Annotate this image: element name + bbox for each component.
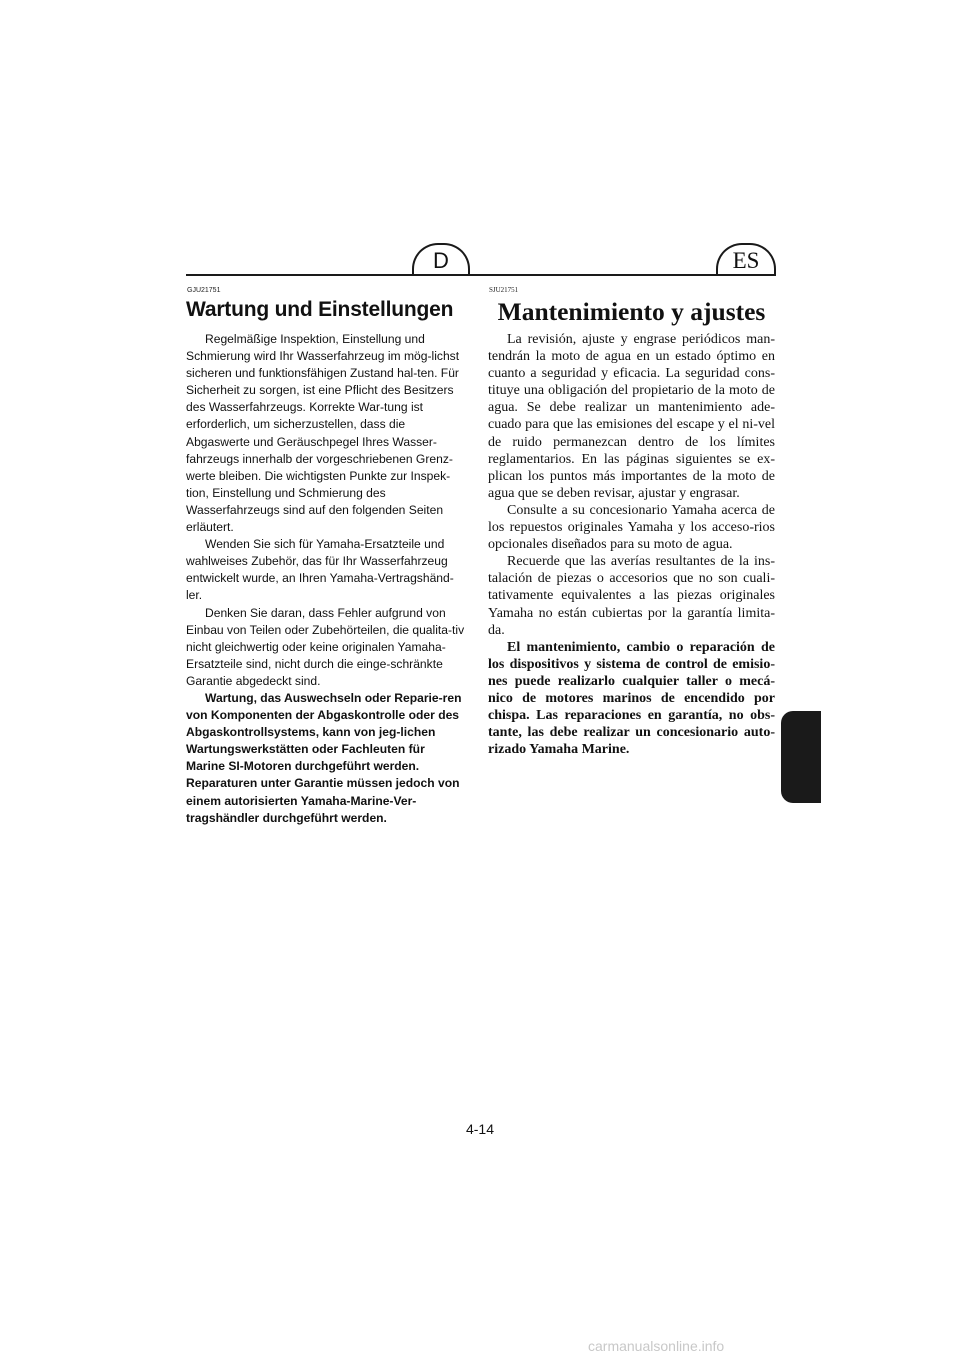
spanish-column	[488, 286, 775, 758]
watermark: carmanualsonline.info	[588, 1338, 725, 1354]
language-badge-spanish: ES	[716, 243, 776, 275]
german-section-code: GJU21751	[187, 287, 221, 294]
spanish-paragraph-1: La revisión, ajuste y engrase periódicos man-tendrán la moto de agua en un estado óptimo en cuanto a seguridad y eficacia. La seguridad cons-tituye una obligación del propietario de la moto de agua. Se debe realizar un mantenimiento ade-cuado para que las emisiones del escape y el ni-vel de ruido permanezcan dentro de los límites reglamentarios. En las páginas siguientes se ex-plican los puntos más importantes de la moto de agua que se deben revisar, ajustar y engrasar.	[488, 332, 775, 501]
language-badge-german: D	[412, 243, 470, 275]
german-paragraph-3: Denken Sie daran, dass Fehler aufgrund von Einbau von Teilen oder Zubehörteilen, die qualita-tiv nicht gleichwertig oder keine originalen Yamaha-Ersatzteile sind, nicht durch die einge-schränkte Garantie abgedeckt sind.	[186, 605, 465, 688]
german-paragraph-1: Regelmäßige Inspektion, Einstellung und Schmierung wird Ihr Wasserfahrzeug im mög-lichst sicheren und funktionsfähigen Zustand hal-ten. Für Sicherheit zu sorgen, ist eine Pflicht des Besitzers des Wasserfahrzeugs. Korrekte War-tung ist erforderlich, um sicherzustellen, dass die Abgaswerte und Geräuschpegel Ihres Wasser-fahrzeugs innerhalb der vorgeschriebenen Grenz-werte bleiben. Die wichtigsten Punkte zur Inspek-tion, Einstellung und Schmierung des Wasserfahrzeugs sind auf den folgenden Seiten erläutert.	[186, 332, 460, 535]
german-paragraph-2: Wenden Sie sich für Yamaha-Ersatzteile und wahlweises Zubehör, das für Ihr Wasserfahrzeug entwickelt wurde, an Ihren Yamaha-Vertragshänd-ler.	[186, 537, 454, 603]
spanish-paragraph-3: Recuerde que las averías resultantes de la ins-talación de piezas o accesorios que no son cuali-tativamente equivalentes a las piezas originales Yamaha no están cubiertas por la garantía limita-da.	[488, 554, 775, 638]
spanish-paragraph-2: Consulte a su concesionario Yamaha acerca de los repuestos originales Yamaha y los acceso-rios opcionales diseñados para su moto de agua.	[488, 502, 775, 553]
german-paragraph-4-bold: Wartung, das Auswechseln oder Reparie-ren von Komponenten der Abgaskontrolle oder des Abgaskontrollsystems, kann von jeg-lichen Wartungswerkstätten oder Fachleuten für Marine SI-Motoren durchgeführt werden. Reparaturen unter Garantie müssen jedoch von einem autorisierten Yamaha-Marine-Ver-tragshändler durchgeführt werden.	[186, 690, 462, 825]
german-column	[186, 286, 466, 827]
page-number: 4-14	[465, 1121, 495, 1137]
header-rule	[186, 274, 776, 276]
spanish-section-code: SJU21751	[489, 286, 519, 294]
chapter-side-tab	[781, 711, 821, 803]
spanish-paragraph-4-bold: El mantenimiento, cambio o reparación de los dispositivos y sistema de control de emisio-nes puede realizarlo cualquier taller o mecá-nico de motores marinos de encendido por chispa. Las reparaciones en garantía, no obs-tante, las debe realizar un concesionario auto-rizado Yamaha Marine.	[488, 639, 775, 758]
spanish-section-title: Mantenimiento y ajustes	[497, 297, 766, 326]
german-section-title: Wartung und Einstellungen	[186, 298, 454, 321]
